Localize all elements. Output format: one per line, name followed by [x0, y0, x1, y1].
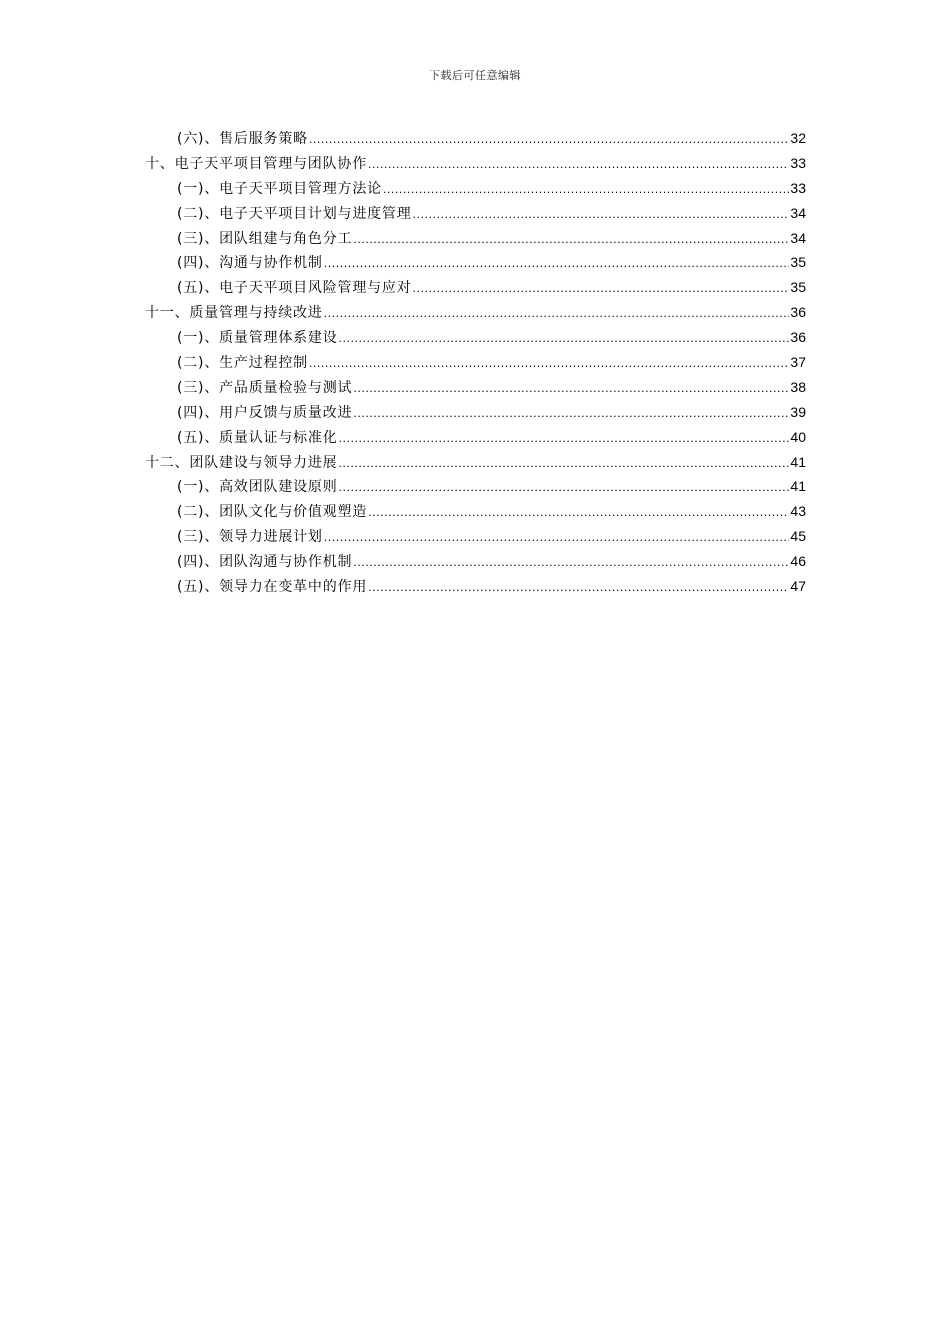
toc-entry-title: (二)、团队文化与价值观塑造 [177, 504, 368, 521]
toc-entry-page: 38 [790, 378, 806, 395]
toc-entry-page: 43 [790, 503, 806, 520]
toc-leader-dots [413, 205, 790, 225]
toc-entry[interactable] [145, 153, 806, 178]
toc-entry-title: (四)、用户反馈与质量改进 [177, 404, 353, 421]
toc-entry[interactable] [145, 501, 806, 526]
toc-entry-page: 36 [790, 329, 806, 346]
toc-leader-dots [383, 180, 789, 200]
toc-entry[interactable] [145, 576, 806, 601]
toc-entry-page: 36 [790, 304, 806, 321]
toc-entry[interactable] [145, 452, 806, 477]
toc-entry[interactable] [145, 203, 806, 228]
toc-entry[interactable] [145, 476, 806, 501]
toc-leader-dots [353, 553, 789, 573]
toc-leader-dots [309, 354, 789, 374]
toc-leader-dots [353, 404, 789, 424]
toc-entry-page: 46 [790, 553, 806, 570]
toc-leader-dots [353, 230, 789, 250]
toc-entry-title: (五)、领导力在变革中的作用 [177, 579, 368, 596]
toc-entry-page: 37 [790, 354, 806, 371]
toc-entry-title: (三)、产品质量检验与测试 [177, 379, 353, 396]
toc-entry-title: (四)、团队沟通与协作机制 [177, 554, 353, 571]
table-of-contents [145, 128, 806, 601]
toc-entry-title: (四)、沟通与协作机制 [177, 255, 323, 272]
toc-entry[interactable] [145, 427, 806, 452]
toc-entry-page: 35 [790, 254, 806, 271]
toc-leader-dots [353, 379, 789, 399]
toc-leader-dots [309, 130, 789, 150]
toc-entry-title: (六)、售后服务策略 [177, 131, 308, 147]
toc-entry-page: 33 [790, 179, 806, 196]
toc-leader-dots [339, 478, 790, 498]
toc-entry[interactable] [145, 302, 806, 327]
toc-leader-dots [324, 528, 790, 548]
toc-leader-dots [338, 454, 789, 474]
toc-entry-title: (五)、质量认证与标准化 [177, 429, 338, 446]
toc-entry-title: (二)、生产过程控制 [177, 355, 308, 372]
toc-entry-page: 47 [790, 578, 806, 595]
toc-leader-dots [324, 304, 790, 324]
toc-entry[interactable] [145, 252, 806, 277]
toc-entry-page: 40 [790, 428, 806, 445]
toc-entry[interactable] [145, 526, 806, 551]
toc-entry-title: 十一、质量管理与持续改进 [145, 305, 323, 322]
toc-entry-page: 33 [790, 154, 806, 171]
toc-entry-page: 35 [790, 279, 806, 296]
toc-entry-page: 34 [790, 204, 806, 221]
toc-entry-page: 41 [790, 478, 806, 495]
toc-entry[interactable] [145, 402, 806, 427]
page-header: 下载后可任意编辑 [429, 69, 521, 82]
toc-entry-title: (五)、电子天平项目风险管理与应对 [177, 280, 412, 297]
toc-entry-title: (三)、领导力进展计划 [177, 529, 323, 546]
toc-leader-dots [339, 429, 790, 449]
toc-entry-title: 十二、团队建设与领导力进展 [145, 454, 338, 471]
toc-entry[interactable] [145, 277, 806, 302]
toc-entry-page: 41 [790, 453, 806, 470]
toc-entry[interactable] [145, 128, 806, 153]
toc-entry[interactable] [145, 551, 806, 576]
toc-entry-page: 34 [790, 229, 806, 246]
toc-leader-dots [368, 503, 789, 523]
toc-entry-title: (一)、高效团队建设原则 [177, 479, 338, 496]
toc-entry[interactable] [145, 352, 806, 377]
toc-entry-title: (一)、电子天平项目管理方法论 [177, 180, 382, 197]
toc-leader-dots [368, 155, 789, 175]
toc-leader-dots [368, 578, 789, 598]
toc-entry-title: (一)、质量管理体系建设 [177, 330, 338, 347]
toc-entry[interactable] [145, 327, 806, 352]
toc-entry[interactable] [145, 377, 806, 402]
toc-leader-dots [413, 279, 790, 299]
toc-entry[interactable] [145, 178, 806, 203]
toc-entry[interactable] [145, 228, 806, 253]
toc-entry-page: 32 [790, 130, 806, 146]
toc-entry-title: (二)、电子天平项目计划与进度管理 [177, 205, 412, 222]
toc-entry-page: 45 [790, 528, 806, 545]
toc-entry-title: (三)、团队组建与角色分工 [177, 230, 353, 247]
toc-leader-dots [339, 329, 790, 349]
toc-leader-dots [324, 254, 790, 274]
toc-entry-title: 十、电子天平项目管理与团队协作 [145, 155, 367, 172]
toc-entry-page: 39 [790, 403, 806, 420]
